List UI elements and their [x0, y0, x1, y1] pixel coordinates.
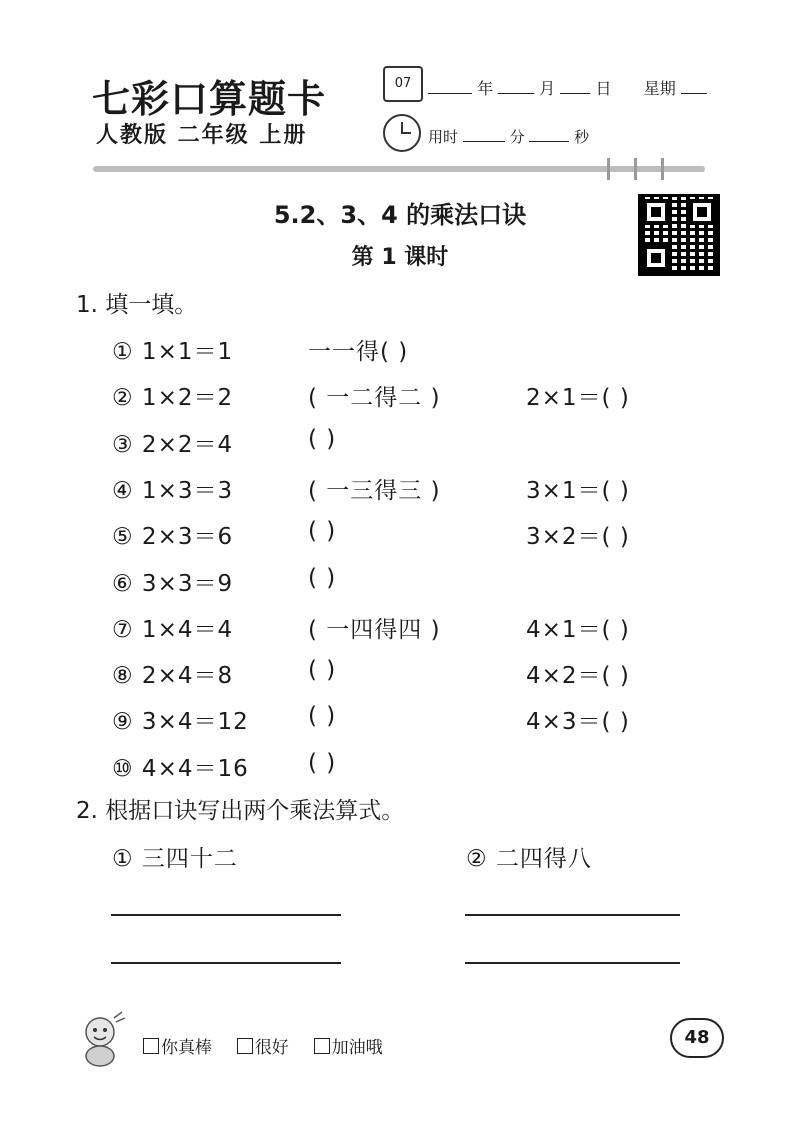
time-fill-line: [428, 126, 589, 147]
weekday-label: 星期: [643, 79, 676, 98]
second-label: 秒: [574, 128, 590, 146]
weekday-blank[interactable]: [681, 79, 707, 94]
option-label: 很好: [254, 1038, 289, 1058]
lesson-title: 5.2、3、4 的乘法口诀: [273, 201, 527, 229]
answer-line[interactable]: [111, 914, 341, 916]
rhyme-blank[interactable]: ( ): [308, 703, 337, 729]
reverse-equation[interactable]: 4×3＝( ): [526, 709, 630, 735]
date-fill-line: [428, 76, 707, 99]
rhyme-blank[interactable]: ( ): [308, 518, 337, 544]
rhyme-blank[interactable]: ( 一三得三 ): [308, 478, 441, 504]
minute-label: 分: [509, 128, 525, 146]
divider-tick: [634, 158, 637, 180]
qr-code-icon[interactable]: [638, 194, 720, 276]
year-blank[interactable]: [428, 79, 472, 94]
rhyme-blank[interactable]: ( 一二得二 ): [308, 385, 441, 411]
rhyme-blank[interactable]: ( 一四得四 ): [308, 617, 441, 643]
self-assessment: [143, 1033, 383, 1058]
calendar-number: 07: [394, 76, 412, 91]
calendar-icon: [383, 66, 423, 102]
day-blank[interactable]: [560, 79, 590, 94]
reverse-equation[interactable]: 2×1＝( ): [526, 385, 630, 411]
answer-line[interactable]: [465, 962, 680, 964]
answer-line[interactable]: [465, 914, 680, 916]
reverse-equation[interactable]: 4×2＝( ): [526, 663, 630, 689]
clock-icon: [383, 114, 421, 152]
year-label: 年: [477, 79, 494, 98]
reverse-equation[interactable]: 3×1＝( ): [526, 478, 630, 504]
answer-line[interactable]: [111, 962, 341, 964]
equation: ⑨ 3×4＝12: [112, 709, 249, 735]
rhyme-blank[interactable]: ( ): [308, 426, 337, 452]
equation: ⑥ 3×3＝9: [112, 571, 234, 597]
divider-tick: [607, 158, 610, 180]
equation: ⑩ 4×4＝16: [112, 756, 249, 782]
second-blank[interactable]: [529, 127, 569, 142]
checkbox[interactable]: [237, 1038, 253, 1054]
equation: ② 1×2＝2: [112, 385, 234, 411]
question-2-item-1: ① 三四十二: [112, 846, 238, 872]
option-label: 加油哦: [331, 1038, 383, 1058]
reverse-equation[interactable]: 3×2＝( ): [526, 524, 630, 550]
minute-blank[interactable]: [463, 127, 505, 142]
mascot-icon: [70, 1008, 130, 1068]
equation: ③ 2×2＝4: [112, 432, 234, 458]
time-used-label: 用时: [428, 128, 459, 146]
page-number: 48: [670, 1018, 724, 1058]
equation: ① 1×1＝1: [112, 339, 234, 365]
question-1-label: 1. 填一填。: [76, 292, 198, 318]
rhyme-blank[interactable]: ( ): [308, 565, 337, 591]
brand-title: 七彩口算题卡: [92, 77, 327, 121]
rhyme-blank[interactable]: ( ): [308, 657, 337, 683]
equation: ⑦ 1×4＝4: [112, 617, 234, 643]
header-divider: [93, 166, 705, 172]
rhyme-blank[interactable]: ( ): [308, 750, 337, 776]
month-label: 月: [539, 79, 556, 98]
checkbox[interactable]: [143, 1038, 159, 1054]
checkbox[interactable]: [314, 1038, 330, 1054]
question-2-label: 2. 根据口诀写出两个乘法算式。: [76, 798, 405, 824]
equation: ④ 1×3＝3: [112, 478, 234, 504]
divider-tick: [661, 158, 664, 180]
equation: ⑤ 2×3＝6: [112, 524, 234, 550]
question-2-item-2: ② 二四得八: [466, 846, 592, 872]
equation: ⑧ 2×4＝8: [112, 663, 234, 689]
option-label: 你真棒: [161, 1038, 212, 1058]
month-blank[interactable]: [498, 79, 534, 94]
day-label: 日: [595, 79, 612, 98]
reverse-equation[interactable]: 4×1＝( ): [526, 617, 630, 643]
lesson-subtitle: 第 1 课时: [351, 245, 449, 270]
rhyme-blank[interactable]: 一一得( ): [308, 339, 409, 365]
edition-label: 人教版 二年级 上册: [96, 123, 308, 148]
